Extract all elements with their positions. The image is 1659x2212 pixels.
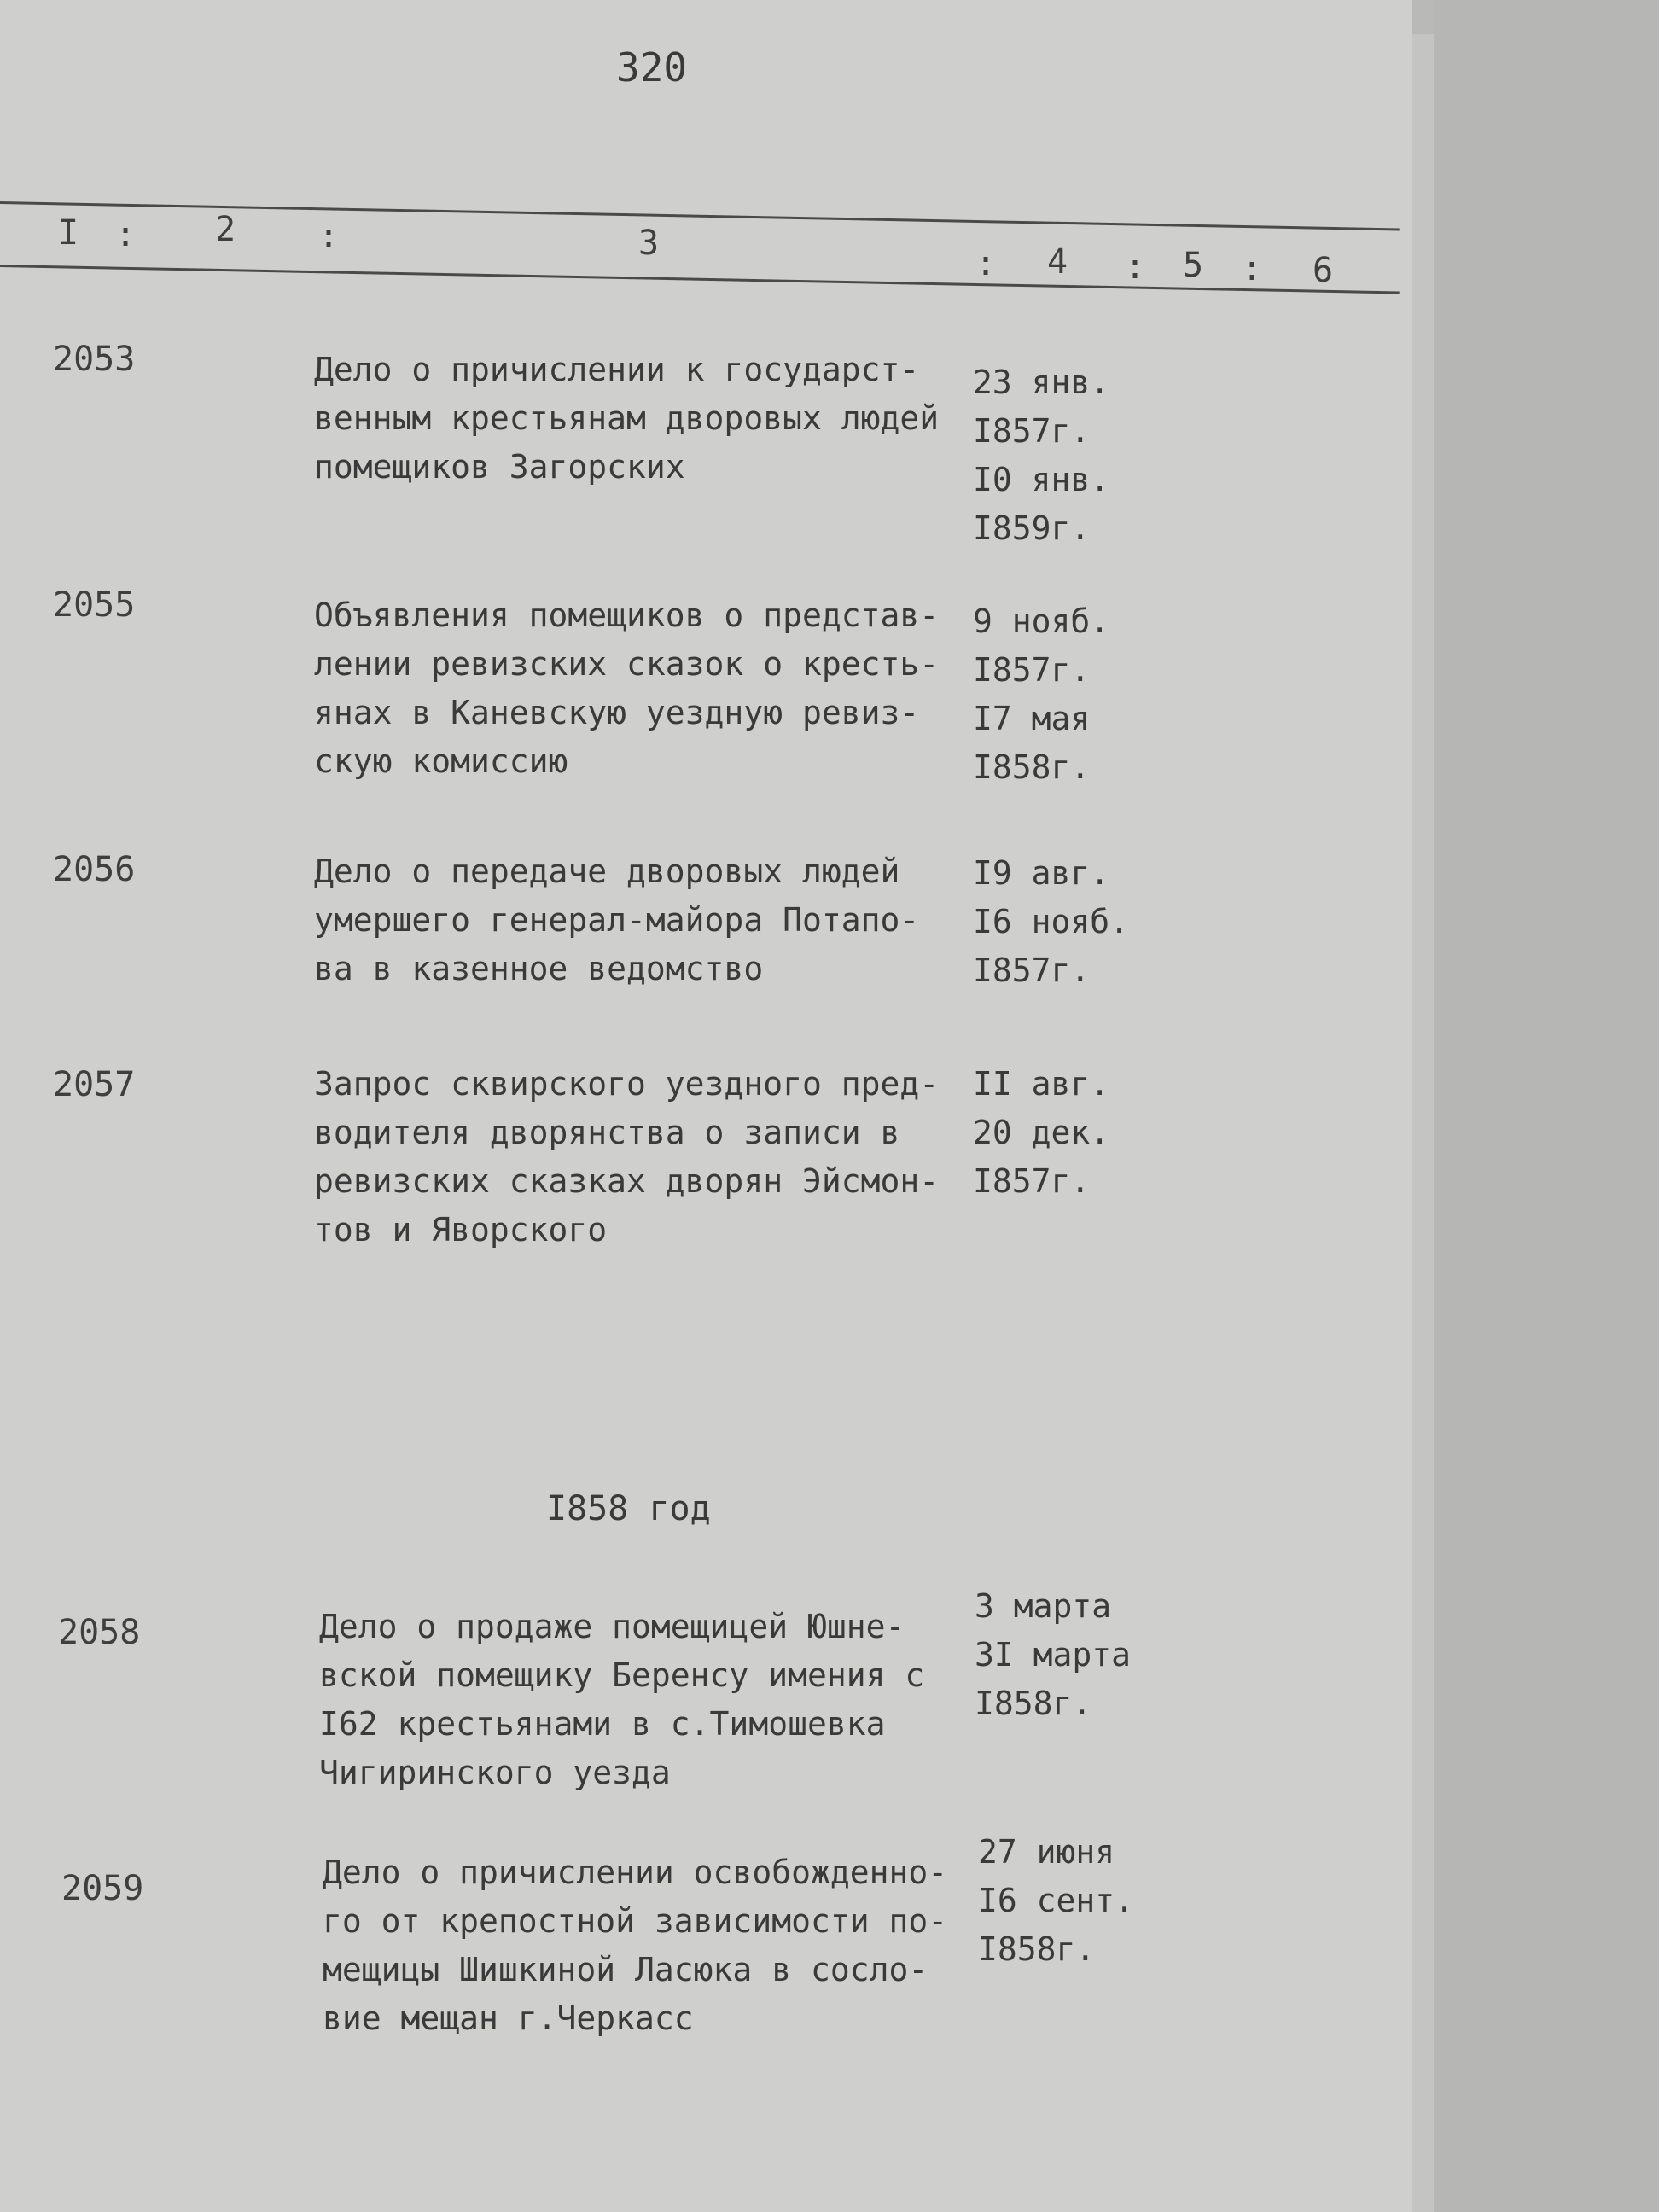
entry-dates: 23 янв. I857г. I0 янв. I859г. — [973, 364, 1110, 547]
entry-title: Дело о передаче дворовых людей умершего генерал-майора Потапо- ва в казенное ведомство — [314, 853, 920, 987]
entry-dates: 3 марта 3I марта I858г. — [975, 1587, 1132, 1722]
entry-dates: II авг. 20 дек. I857г. — [973, 1065, 1110, 1200]
entry-title: Дело о причислении к государст- венным крестьянам дворовых людей помещиков Загорских — [314, 351, 940, 486]
entry-dates: I9 авг. I6 нояб. I857г. — [973, 854, 1130, 989]
table-header-top-rule — [0, 201, 1400, 230]
column-separator: : — [318, 217, 340, 256]
entry-number: 2055 — [53, 585, 136, 625]
column-separator: : — [1125, 247, 1146, 287]
entry-title: Дело о причислении освобожденно- го от крепостной зависимости по- мещицы Шишкиной Ласюка в сосло- вие мещан г.Черкасс — [323, 1854, 948, 2037]
entry-title: Объявления помещиков о представ- лении ревизских сказок о кресть- янах в Каневскую уездную ревиз- скую комиссию — [314, 597, 940, 780]
column-number-2: 2 — [215, 210, 236, 249]
column-number-6: 6 — [1313, 251, 1334, 290]
entry-title: Дело о продаже помещицей Юшне- вской помещику Беренсу имения с I62 крестьянами в с.Тимошевка Чигиринского уезда — [319, 1608, 925, 1791]
column-separator: : — [115, 215, 137, 254]
background-surface — [1434, 0, 1659, 2212]
entry-number: 2058 — [58, 1613, 141, 1652]
column-number-5: 5 — [1183, 246, 1204, 285]
entry-number: 2059 — [61, 1869, 144, 1908]
entry-dates: 27 июня I6 сент. I858г. — [978, 1833, 1135, 1968]
column-number-3: 3 — [638, 224, 660, 263]
column-separator: : — [1242, 249, 1263, 288]
entry-number: 2057 — [53, 1065, 136, 1104]
column-separator: : — [975, 244, 997, 283]
column-number-1: I — [58, 213, 79, 253]
column-number-4: 4 — [1047, 242, 1068, 282]
entry-number: 2053 — [53, 340, 136, 379]
page-number: 320 — [616, 44, 688, 90]
entry-dates: 9 нояб. I857г. I7 мая I858г. — [973, 602, 1110, 786]
year-heading: I858 год — [546, 1489, 711, 1528]
entry-title: Запрос сквирского уездного пред- водителя дворянства о записи в ревизских сказках дворян Эйсмон- тов и Яворского — [314, 1065, 940, 1249]
entry-number: 2056 — [53, 850, 136, 889]
